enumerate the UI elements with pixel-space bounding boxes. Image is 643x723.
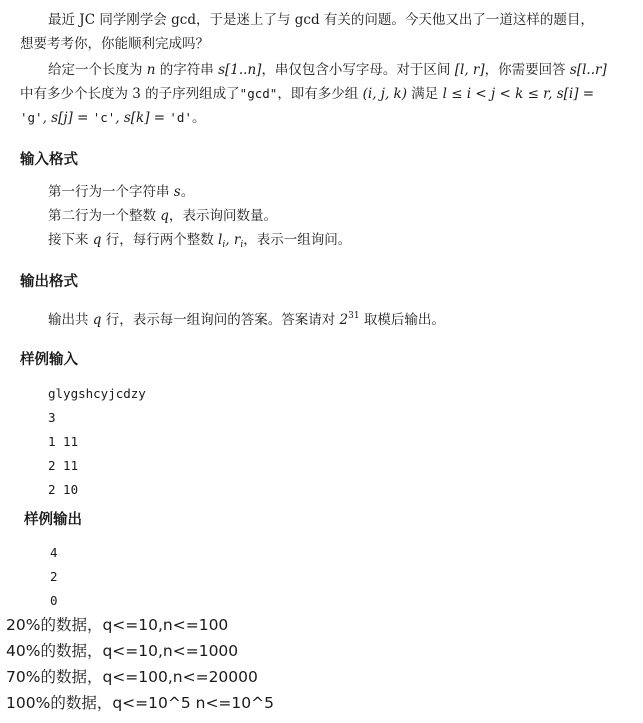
math-interval: [l, r] — [454, 62, 485, 78]
math-s: s — [218, 62, 226, 78]
math-s: s — [173, 184, 181, 200]
limit-line: 100%的数据，q<=10^5 n<=10^5 — [6, 694, 274, 712]
text: 第一行为一个字符串 — [48, 184, 174, 200]
text: ，即有多少组 — [277, 86, 363, 102]
math-l: l — [218, 232, 223, 248]
math-exponent: 31 — [348, 311, 360, 321]
code-char-d: 'd' — [169, 110, 192, 125]
text: 。 — [191, 110, 206, 126]
description-line-5 — [20, 106, 205, 130]
limit-line: 20%的数据，q<=10,n<=100 — [6, 616, 229, 634]
description-text: 最近 JC 同学刚学会 gcd，于是迷上了与 gcd 有关的问题。今天他又出了一道这样的题目， — [48, 12, 594, 28]
math-q: q — [92, 312, 102, 328]
sample-output-line: 2 — [50, 569, 58, 584]
sample-input-line: 1 11 — [48, 434, 79, 449]
limit-line: 70%的数据，q<=100,n<=20000 — [6, 668, 258, 686]
input-format-heading: 输入格式 — [20, 152, 78, 168]
sample-input-line: glygshcyjcdzy — [48, 386, 146, 401]
input-format-line-3 — [48, 228, 351, 257]
math-sj: , s[j] = — [42, 110, 93, 126]
text: 输出共 — [48, 312, 93, 328]
input-format-line-1 — [48, 180, 194, 204]
text: ，你需要回答 — [484, 62, 570, 78]
math-sk: , s[k] = — [115, 110, 170, 126]
text: 第二行为一个整数 — [48, 208, 161, 224]
text: ，表示询问数量。 — [168, 208, 277, 224]
description-line-1 — [48, 8, 594, 32]
sample-output-line: 0 — [50, 593, 58, 608]
math-range: [1..n] — [225, 62, 262, 78]
text: 。 — [180, 184, 195, 200]
description-line-3 — [48, 58, 607, 82]
sample-output-heading: 样例输出 — [24, 512, 82, 528]
text: ，串仅包含小写字母。对于区间 — [261, 62, 455, 78]
limit-line: 40%的数据，q<=10,n<=1000 — [6, 642, 239, 660]
output-format-line-1 — [48, 304, 445, 332]
text: 接下来 — [48, 232, 93, 248]
math-triple: (i, j, k) — [362, 86, 407, 102]
math-q: q — [92, 232, 102, 248]
code-gcd: "gcd" — [239, 86, 278, 101]
code-char-g: 'g' — [20, 110, 43, 125]
description-text: 想要考考你，你能顺利完成吗？ — [20, 36, 209, 52]
math-substring: s[l..r] — [569, 62, 607, 78]
text: 中有多少个长度为 3 的子序列组成了 — [20, 86, 240, 102]
math-condition: l ≤ i < j < k ≤ r, s[i] = — [442, 86, 595, 102]
sample-input-heading: 样例输入 — [20, 352, 78, 368]
output-format-heading: 输出格式 — [20, 274, 78, 290]
math-subscript: i — [240, 240, 244, 250]
text: 满足 — [407, 86, 443, 102]
sample-output-line: 4 — [50, 545, 58, 560]
code-char-c: 'c' — [92, 110, 116, 125]
math-n: n — [146, 62, 156, 78]
text: ，表示一组询问。 — [243, 232, 352, 248]
math-base: 2 — [339, 312, 349, 328]
math-q: q — [160, 208, 169, 224]
math-comma: , — [225, 232, 234, 248]
text: 行，每行两个整数 — [101, 232, 219, 248]
description-line-2 — [20, 32, 209, 56]
description-line-4 — [20, 82, 594, 106]
sample-input-line: 2 10 — [48, 482, 79, 497]
text: 行，表示每一组询问的答案。答案请对 — [101, 312, 340, 328]
text: 取模后输出。 — [359, 312, 445, 328]
sample-input-line: 3 — [48, 410, 56, 425]
math-r: r — [233, 232, 241, 248]
input-format-line-2 — [48, 204, 277, 228]
text: 的字符串 — [155, 62, 219, 78]
text: 给定一个长度为 — [48, 62, 147, 78]
sample-input-line: 2 11 — [48, 458, 79, 473]
math-subscript: i — [222, 240, 226, 250]
